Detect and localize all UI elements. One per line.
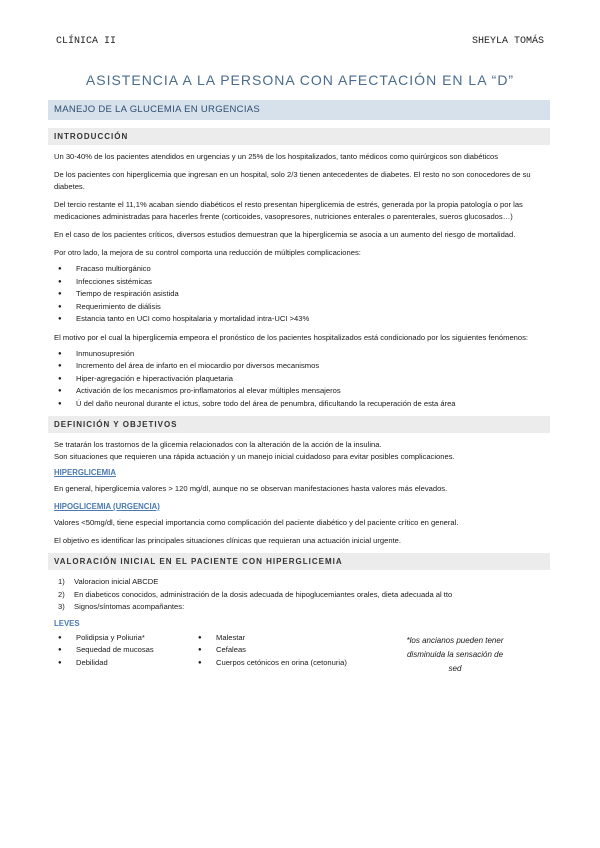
list-item: ● Inmunosupresión: [48, 348, 550, 361]
hypoglycemia-text: Valores <50mg/dl, tiene especial importancia como complicación del paciente diabético y del paciente crítico en general.: [54, 518, 459, 527]
list-item: ● Tiempo de respiración asistida: [48, 288, 550, 301]
objective-text: El objetivo es identificar las principales situaciones clínicas que requieran una actuación inicial urgente.: [54, 536, 401, 545]
intro-paragraph: De los pacientes con hiperglicemia que ingresan en un hospital, solo 2/3 tienen antecedentes de diabetes. El resto no son conocedores de su diabetes.: [54, 170, 531, 191]
list-item: ● Debilidad: [48, 657, 188, 670]
intro-paragraph: Un 30-40% de los pacientes atendidos en urgencias y un 25% de los hospitalizados, tanto médicos como quirúrgicos son diabéticos: [54, 152, 499, 161]
mild-subheading: LEVES: [54, 618, 80, 628]
hypoglycemia-subheading: HIPOGLICEMIA (URGENCIA): [54, 502, 160, 511]
elderly-note: *los ancianos pueden tener disminuida la sensación de sed: [406, 635, 504, 673]
definition-line: Se tratarán los trastornos de la glicemia relacionados con la alteración de la acción de la insulina.: [54, 440, 382, 449]
symptoms-columns: [48, 632, 550, 676]
header-author: SHEYLA TOMÁS: [471, 36, 544, 47]
list-item: ● Hiper-agregación e hiperactivación plaquetaria: [48, 373, 550, 386]
hyperglycemia-text: En general, hiperglicemia valores > 120 mg/dl, aunque no se observan manifestaciones hasta valores más elevados.: [54, 484, 448, 493]
intro-paragraph: El motivo por el cual la hiperglicemia empeora el pronóstico de los pacientes hospitalizados está condicionado por los siguientes fenómenos:: [54, 332, 529, 342]
list-item: 1) Valoracion inicial ABCDE: [58, 577, 159, 586]
list-item: ● Infecciones sistémicas: [48, 276, 550, 289]
list-item: ● Incremento del área de infarto en el miocardio por diversos mecanismos: [48, 360, 550, 373]
list-item: ● Ú del daño neuronal durante el ictus, sobre todo del área de penumbra, dificultando la recuperación de esta área: [48, 398, 550, 411]
list-item: ● Sequedad de mucosas: [48, 644, 188, 657]
symptoms-column-2: [188, 632, 378, 670]
symptoms-column-1: [48, 632, 188, 670]
intro-paragraph: En el caso de los pacientes críticos, diversos estudios demuestran que la hiperglicemia se asocia a un aumento del riesgo de mortalidad.: [54, 230, 516, 239]
list-item: ● Cefaleas: [188, 644, 378, 657]
intro-paragraph: Por otro lado, la mejora de su control comporta una reducción de múltiples complicaciones:: [54, 248, 361, 257]
list-item: ● Estancia tanto en UCI como hospitalaria y mortalidad intra-UCI >43%: [48, 313, 550, 326]
document-title: ASISTENCIA A LA PERSONA CON AFECTACIÓN EN LA “D”: [85, 72, 515, 88]
header-subject: CLÍNICA II: [56, 36, 117, 47]
list-item: ● Activación de los mecanismos pro-inflamatorios al elevar múltiples mensajeros: [48, 385, 550, 398]
intro-heading: INTRODUCCIÓN: [48, 128, 550, 145]
list-item: ● Fracaso multiorgánico: [48, 263, 550, 276]
intro-paragraph: Del tercio restante el 11,1% acaban siendo diabéticos el resto presentan hiperglicemia de estrés, generada por la propia patología o por las medicaciones administradas para hacerles frente (corticoides, vasopresores, nutriciones enterales o parenterales, sueros glucosados…): [54, 200, 523, 221]
section-heading: MANEJO DE LA GLUCEMIA EN URGENCIAS: [48, 100, 550, 120]
list-item: ● Requerimiento de diálisis: [48, 301, 550, 314]
list-item: 3) Signos/síntomas acompañantes:: [58, 602, 185, 611]
hyperglycemia-subheading: HIPERGLICEMIA: [54, 468, 116, 477]
page-header: [56, 36, 544, 47]
list-item: ● Malestar: [188, 632, 378, 645]
list-item: ● Cuerpos cetónicos en orina (cetonuria): [188, 657, 378, 670]
list-item: 2) En diabeticos conocidos, administración de la dosis adecuada de hipoglucemiantes orales, dieta adecuada al tto: [58, 589, 453, 599]
phenomena-list: [48, 348, 550, 411]
complications-list: [48, 263, 550, 326]
document-body: [48, 100, 550, 675]
list-item: ● Polidipsia y Poliuria*: [48, 632, 188, 645]
assessment-heading: VALORACIÓN INICIAL EN EL PACIENTE CON HIPERGLICEMIA: [48, 553, 550, 570]
definition-heading: DEFINICIÓN Y OBJETIVOS: [48, 416, 550, 433]
assessment-steps: [48, 576, 550, 614]
definition-line: Son situaciones que requieren una rápida actuación y un manejo inicial cuidadoso para evitar posibles complicaciones.: [54, 452, 455, 461]
